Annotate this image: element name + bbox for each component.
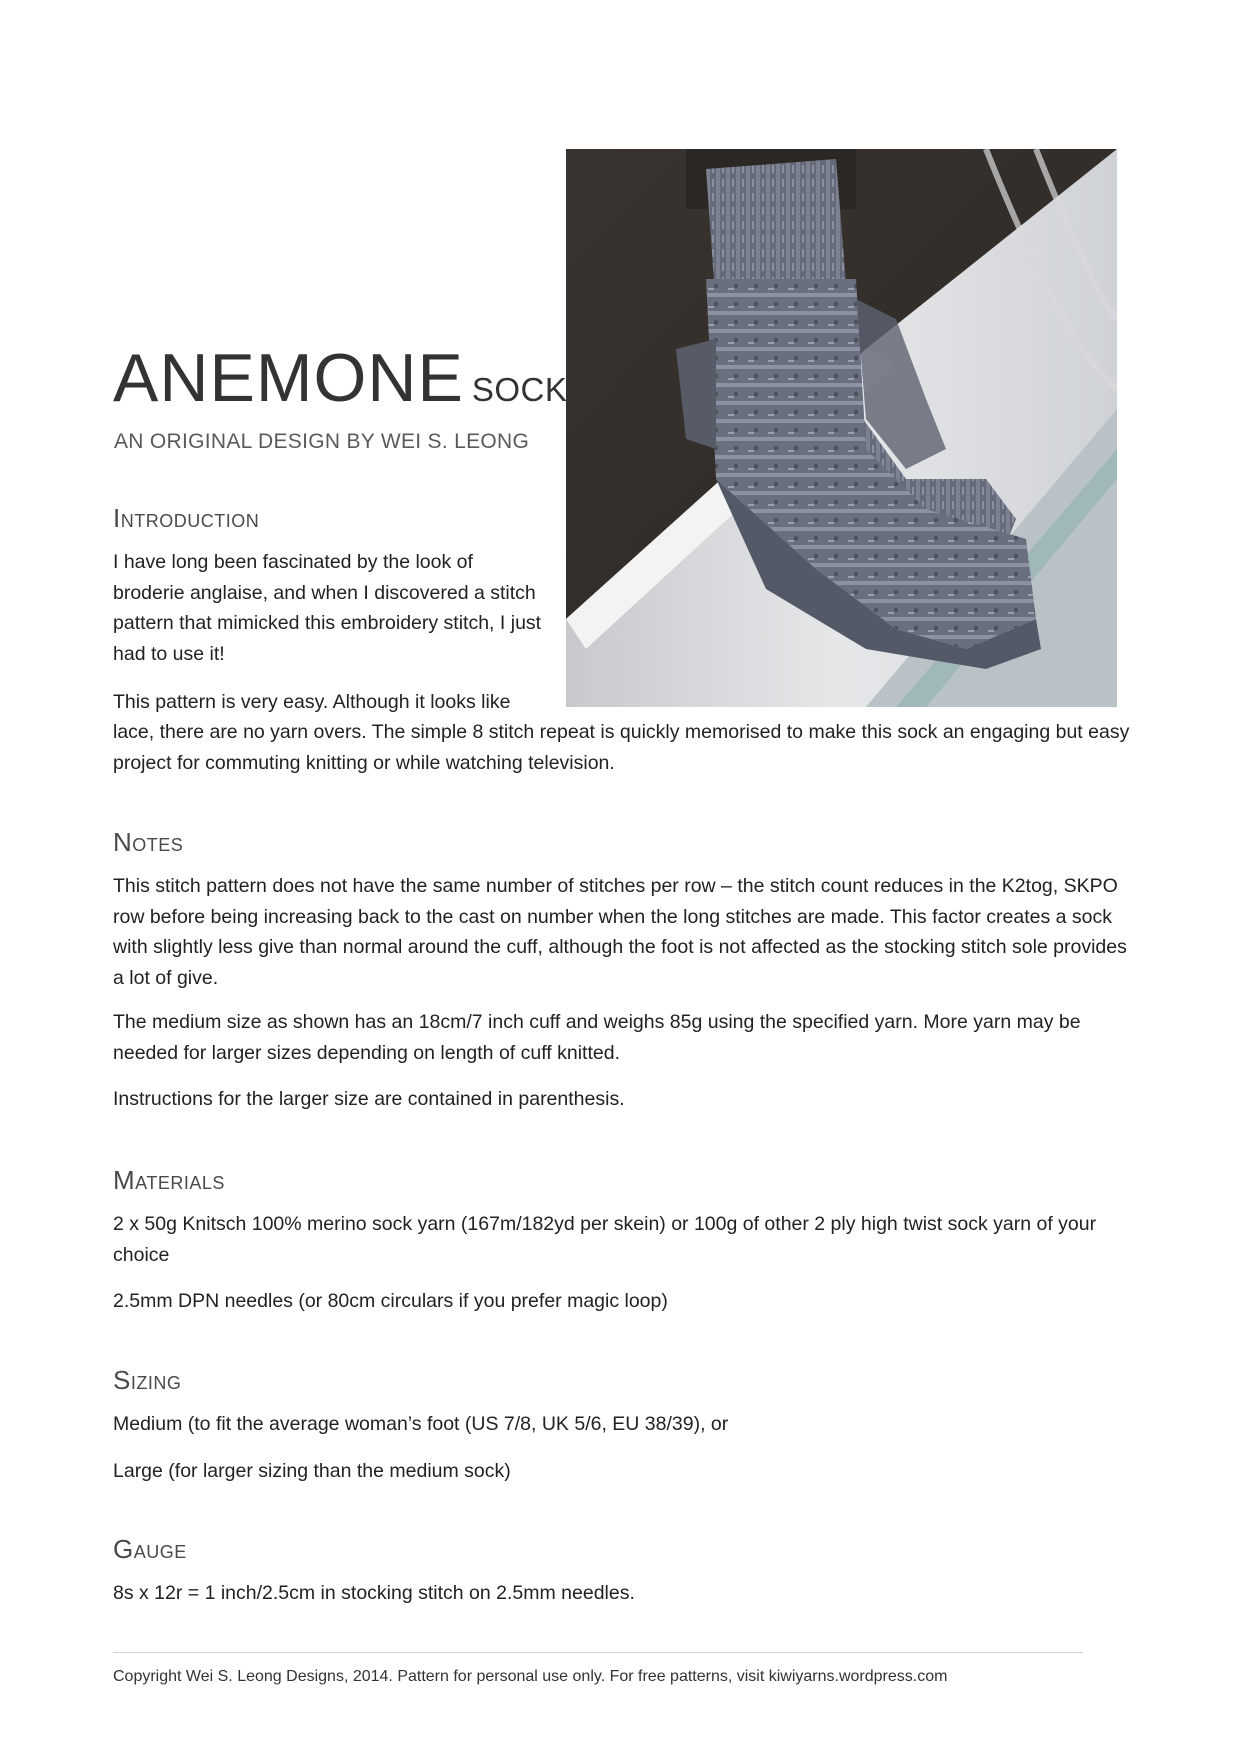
photo-illustration <box>566 149 1117 707</box>
materials-paragraph-1: 2 x 50g Knitsch 100% merino sock yarn (167m/182yd per skein) or 100g of other 2 ply high twist sock yarn of your choice <box>113 1213 1097 1266</box>
introduction-paragraph-2-start: This pattern is very easy. Although it looks like <box>113 691 511 713</box>
materials-heading: Materials <box>113 1165 225 1195</box>
footer-copyright: Copyright Wei S. Leong Designs, 2014. Pattern for personal use only. For free patterns, visit kiwiyarns.wordpress.com <box>113 1668 948 1685</box>
materials-paragraph-2: 2.5mm DPN needles (or 80cm circulars if you prefer magic loop) <box>113 1290 668 1312</box>
sizing-heading: Sizing <box>113 1365 182 1395</box>
notes-heading: Notes <box>113 827 184 857</box>
page-title <box>113 340 590 416</box>
byline: AN ORIGINAL DESIGN BY WEI S. LEONG <box>114 430 530 453</box>
title-suffix: SOCKS <box>471 371 590 408</box>
sizing-paragraph-1: Medium (to fit the average woman’s foot (US 7/8, UK 5/6, EU 38/39), or <box>113 1413 729 1435</box>
gauge-paragraph-1: 8s x 12r = 1 inch/2.5cm in stocking stitch on 2.5mm needles. <box>113 1582 635 1604</box>
notes-paragraph-1: This stitch pattern does not have the same number of stitches per row – the stitch count reduces in the K2tog, SKPO row before being increasing back to the cast on number when the long stitches are made. This factor creates a sock with slightly less give than normal around the cuff, although the foot is not affected as the stocking stitch sole provides a lot of give. <box>113 875 1127 989</box>
introduction-paragraph-1: I have long been fascinated by the look of broderie anglaise, and when I discovered a stitch pattern that mimicked this embroidery stitch, I just had to use it! <box>113 551 542 665</box>
title-main: ANEMONE <box>113 340 464 416</box>
introduction-heading: Introduction <box>113 503 260 533</box>
footer-divider <box>113 1652 1083 1653</box>
knitted-socks-photo <box>566 149 1117 707</box>
notes-paragraph-2: The medium size as shown has an 18cm/7 inch cuff and weighs 85g using the specified yarn. More yarn may be needed for larger sizes depending on length of cuff knitted. <box>113 1011 1081 1064</box>
sizing-paragraph-2: Large (for larger sizing than the medium sock) <box>113 1460 511 1482</box>
gauge-heading: Gauge <box>113 1534 187 1564</box>
introduction-paragraph-2-end: lace, there are no yarn overs. The simple 8 stitch repeat is quickly memorised to make this sock an engaging but easy project for commuting knitting or while watching television. <box>113 721 1130 774</box>
notes-paragraph-3: Instructions for the larger size are contained in parenthesis. <box>113 1088 625 1110</box>
